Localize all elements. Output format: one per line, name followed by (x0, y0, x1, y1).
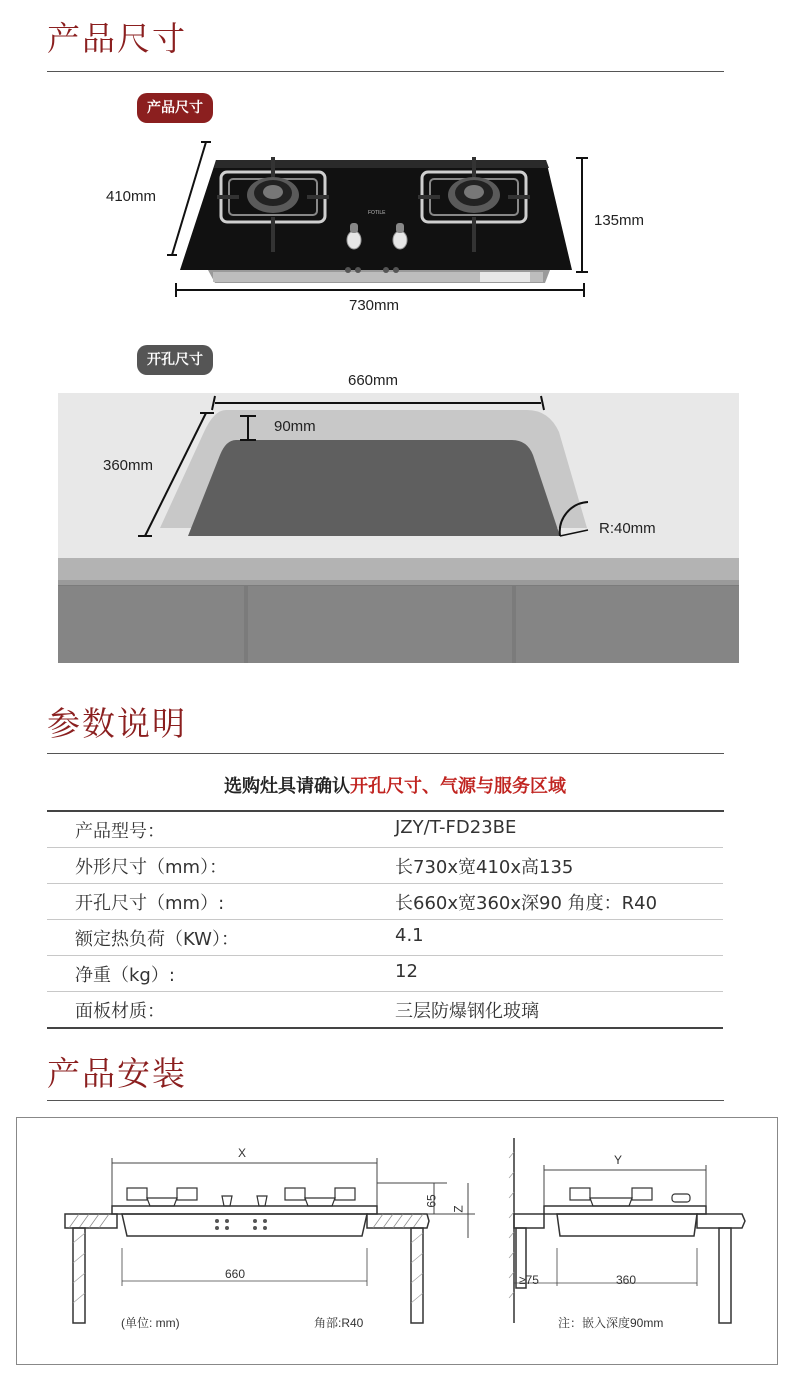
purchase-note (0, 772, 790, 798)
purchase-note-prefix: 选购灶具请确认 (224, 776, 350, 797)
table-row (47, 812, 723, 848)
section-divider (47, 71, 724, 72)
section-title-params: 参数说明 (47, 704, 187, 743)
dimension-660-label: 660 (225, 1267, 246, 1281)
dimension-z-label: Z (451, 1205, 466, 1213)
unit-note: (单位: mm) (121, 1316, 180, 1330)
table-row (47, 848, 723, 884)
table-row (47, 992, 723, 1029)
spec-value: 4.1 (395, 925, 424, 946)
cooktop-dimension-figure (0, 120, 790, 320)
spec-key: 面板材质： (75, 1001, 165, 1022)
section-divider (47, 753, 724, 754)
dimension-65-label: 65 (424, 1194, 439, 1208)
table-row (47, 884, 723, 920)
spec-key: 外形尺寸（mm）： (75, 857, 228, 878)
spec-key: 产品型号： (75, 821, 165, 842)
table-row (47, 956, 723, 992)
height-dimension: 135mm (594, 212, 645, 229)
badge-product-size: 产品尺寸 (137, 93, 213, 123)
spec-key: 额定热负荷（KW）： (75, 929, 239, 950)
cutout-inset-dimension: 90mm (274, 418, 316, 435)
spec-key: 净重（kg）: (75, 965, 175, 986)
corner-note: 角部:R40 (314, 1316, 364, 1330)
section-title-size: 产品尺寸 (47, 19, 187, 58)
spec-value: 长660x宽360x深90 角度：R40 (395, 893, 658, 914)
width-dimension: 730mm (349, 297, 400, 314)
purchase-note-highlight: 开孔尺寸、气源与服务区域 (350, 776, 566, 797)
brand-logo: FOTILE (368, 210, 386, 216)
spec-key: 开孔尺寸（mm）: (75, 893, 225, 914)
installation-diagram (16, 1117, 778, 1365)
spec-value: 三层防爆钢化玻璃 (395, 1001, 539, 1022)
depth-note: 注：嵌入深度90mm (558, 1316, 664, 1330)
cutout-dimension-figure (0, 380, 790, 670)
section-divider (47, 1100, 724, 1101)
dimension-75-label: ≥75 (519, 1273, 539, 1287)
spec-value: 12 (395, 961, 418, 982)
cutout-width-dimension: 660mm (348, 372, 399, 389)
section-title-install: 产品安装 (47, 1054, 187, 1093)
dimension-y-label: Y (614, 1153, 623, 1167)
badge-cutout-size: 开孔尺寸 (137, 345, 213, 375)
depth-dimension: 410mm (106, 188, 157, 205)
dimension-x-label: X (238, 1146, 247, 1160)
table-row (47, 920, 723, 956)
dimension-360-label: 360 (616, 1273, 637, 1287)
spec-value: 长730x宽410x高135 (395, 857, 574, 878)
cutout-radius-dimension: R:40mm (599, 520, 656, 537)
spec-value: JZY/T-FD23BE (395, 817, 517, 838)
cutout-depth-dimension: 360mm (103, 457, 154, 474)
